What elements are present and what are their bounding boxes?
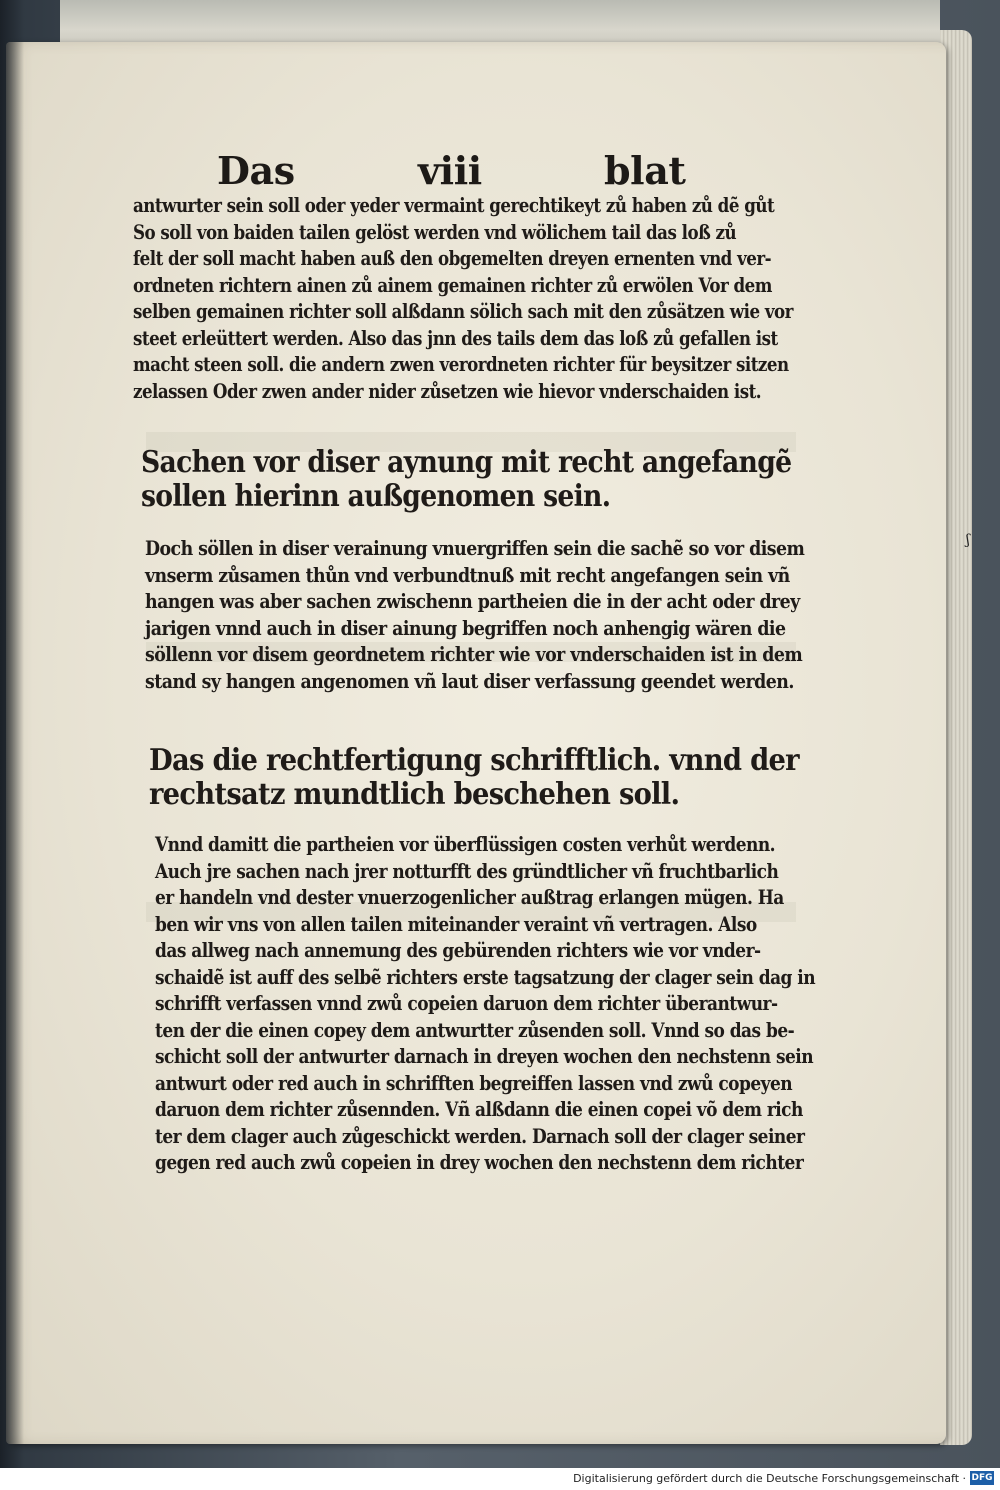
text-line: steet erleüttert werden. Also das jnn des tails dem das loß zů gefallen ist <box>133 326 778 350</box>
page-marker-glyph: ʃ <box>966 532 970 548</box>
text-line: zelassen Oder zwen ander nider zůsetzen wie hievor vnderschaiden ist. <box>133 379 762 403</box>
text-line: antwurter sein soll oder yeder vermaint gerechtikeyt zů haben zů dẽ gůt <box>133 194 775 217</box>
text-line: macht steen soll. die andern zwen verordneten richter für beysitzer sitzen <box>133 353 789 376</box>
paragraph-2 <box>145 536 874 695</box>
text-line: ben wir vns von allen tailen miteinander veraint vñ vertragen. Also <box>155 912 757 936</box>
text-line: ten der die einen copey dem antwurtter zůsenden soll. Vnnd so das be- <box>155 1018 795 1042</box>
text-line: schrifft verfassen vnnd zwů copeien daruon dem richter überantwur- <box>155 992 778 1015</box>
text-line: jarigen vnnd auch in diser ainung begriffen noch anhengig wären die <box>145 616 786 640</box>
paragraph-3 <box>155 832 900 1177</box>
text-line: Auch jre sachen nach jrer notturfft des gründtlicher vñ fruchtbarlich <box>155 859 779 883</box>
running-head-folio: viii <box>418 148 482 193</box>
text-line: stand sy hangen angenomen vñ laut diser verfassung geendet werden. <box>145 669 794 693</box>
text-line: ter dem clager auch zůgeschickt werden. Darnach soll der clager seiner <box>155 1124 805 1148</box>
running-head-left: Das <box>217 148 295 193</box>
text-line: vnserm zůsamen thůn vnd verbundtnuß mit recht angefangen sein vñ <box>145 563 790 587</box>
dfg-logo-icon: DFG <box>971 1473 993 1483</box>
binding-shadow <box>0 0 24 1490</box>
heading-line: rechtsatz mundtlich beschehen soll. <box>149 777 680 812</box>
funding-credit: Digitalisierung gefördert durch die Deutsche Forschungsgemeinschaft · <box>573 1472 966 1485</box>
text-line: Doch söllen in diser verainung vnuergriffen sein die sachẽ so vor disem <box>145 537 805 560</box>
text-line: Vnnd damitt die partheien vor überflüssigen costen verhůt werdenn. <box>155 833 776 856</box>
heading-line: Das die rechtfertigung schrifftlich. vnnd der <box>149 743 799 778</box>
text-line: ordneten richtern ainen zů ainem gemainen richter zů erwölen Vor dem <box>133 273 772 297</box>
text-line: das allweg nach annemung des gebürenden richters wie vor vnder- <box>155 939 761 962</box>
paragraph-1 <box>133 193 892 405</box>
text-line: schaidẽ ist auff des selbẽ richters erste tagsatzung der clager sein dag in <box>155 965 816 989</box>
text-line: gegen red auch zwů copeien in drey wochen den nechstenn dem richter <box>155 1151 804 1174</box>
text-line: selben gemainen richter soll alßdann sölich sach mit den zůsätzen wie vor <box>133 300 793 323</box>
heading-line: sollen hierinn außgenomen sein. <box>141 479 611 514</box>
text-line: schicht soll der antwurter darnach in dreyen wochen den nechstenn sein <box>155 1045 814 1068</box>
text-line: So soll von baiden tailen gelöst werden vnd wölichem tail das loß zů <box>133 220 737 244</box>
text-line: söllenn vor disem geordnetem richter wie vor vnderschaiden ist in dem <box>145 643 803 666</box>
heading-line: Sachen vor diser aynung mit recht angefangẽ <box>141 445 792 480</box>
text-line: hangen was aber sachen zwischenn partheien die in der acht oder drey <box>145 590 800 613</box>
running-head-right: blat <box>604 148 686 193</box>
section-heading-2 <box>149 744 862 812</box>
text-line: daruon dem richter zůsennden. Vñ alßdann die einen copei võ dem rich <box>155 1098 803 1121</box>
text-line: felt der soll macht haben auß den obgemelten dreyen ernenten vnd ver- <box>133 247 772 270</box>
section-heading-1 <box>141 446 873 514</box>
text-line: antwurt oder red auch in schrifften begreiffen lassen vnd zwů copeyen <box>155 1071 793 1095</box>
text-line: er handeln vnd dester vnuerzogenlicher außtrag erlangen mügen. Ha <box>155 886 784 909</box>
